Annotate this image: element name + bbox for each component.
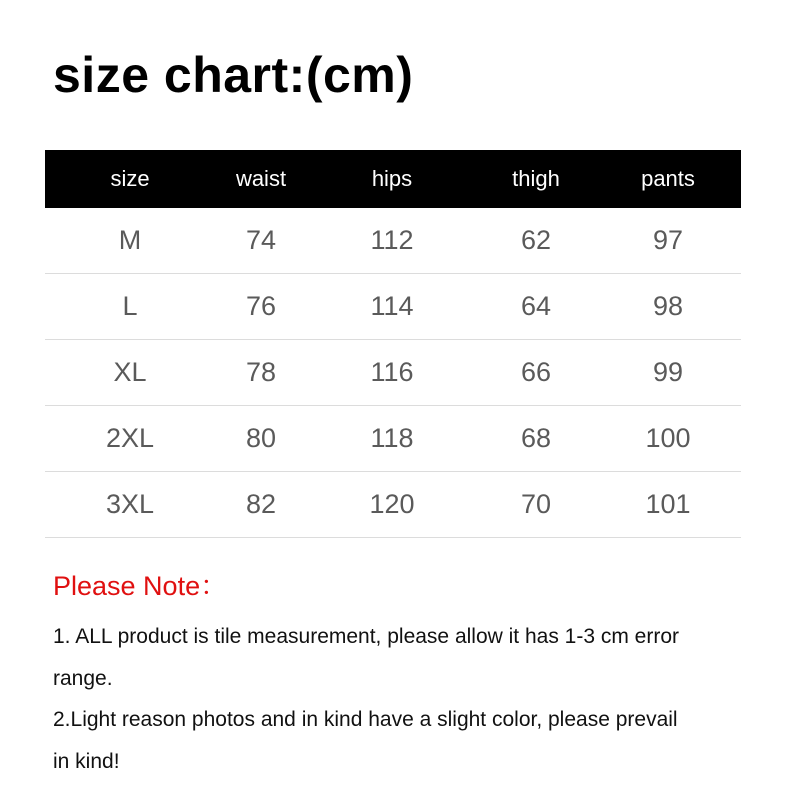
column-header-thigh: thigh: [477, 150, 595, 208]
cell-waist: 82: [215, 472, 307, 538]
column-header-waist: waist: [215, 150, 307, 208]
cell-hips: 118: [307, 406, 477, 472]
cell-size: L: [45, 274, 215, 340]
cell-hips: 116: [307, 340, 477, 406]
cell-pants: 97: [595, 208, 741, 274]
cell-waist: 76: [215, 274, 307, 340]
table-row: [45, 340, 741, 406]
cell-pants: 100: [595, 406, 741, 472]
column-header-hips: hips: [307, 150, 477, 208]
note-line: 1. ALL product is tile measurement, please allow it has 1-3 cm error: [53, 625, 680, 648]
cell-hips: 114: [307, 274, 477, 340]
cell-thigh: 62: [477, 208, 595, 274]
page-title: size chart:(cm): [53, 47, 414, 103]
note-line: range.: [53, 667, 113, 690]
table-row: [45, 208, 741, 274]
column-header-size: size: [45, 150, 215, 208]
cell-pants: 101: [595, 472, 741, 538]
size-chart-table: [45, 150, 741, 538]
cell-waist: 74: [215, 208, 307, 274]
table-header-row: [45, 150, 741, 208]
note-heading: Please Note：: [53, 571, 228, 601]
cell-waist: 80: [215, 406, 307, 472]
note-line: in kind!: [53, 750, 120, 773]
cell-hips: 120: [307, 472, 477, 538]
cell-thigh: 64: [477, 274, 595, 340]
cell-waist: 78: [215, 340, 307, 406]
table-row: [45, 274, 741, 340]
cell-pants: 98: [595, 274, 741, 340]
table-row: [45, 406, 741, 472]
cell-size: XL: [45, 340, 215, 406]
cell-pants: 99: [595, 340, 741, 406]
cell-thigh: 70: [477, 472, 595, 538]
cell-hips: 112: [307, 208, 477, 274]
cell-size: M: [45, 208, 215, 274]
cell-size: 2XL: [45, 406, 215, 472]
cell-size: 3XL: [45, 472, 215, 538]
table-row: [45, 472, 741, 538]
column-header-pants: pants: [595, 150, 741, 208]
cell-thigh: 66: [477, 340, 595, 406]
note-line: 2.Light reason photos and in kind have a slight color, please prevail: [53, 708, 678, 731]
cell-thigh: 68: [477, 406, 595, 472]
